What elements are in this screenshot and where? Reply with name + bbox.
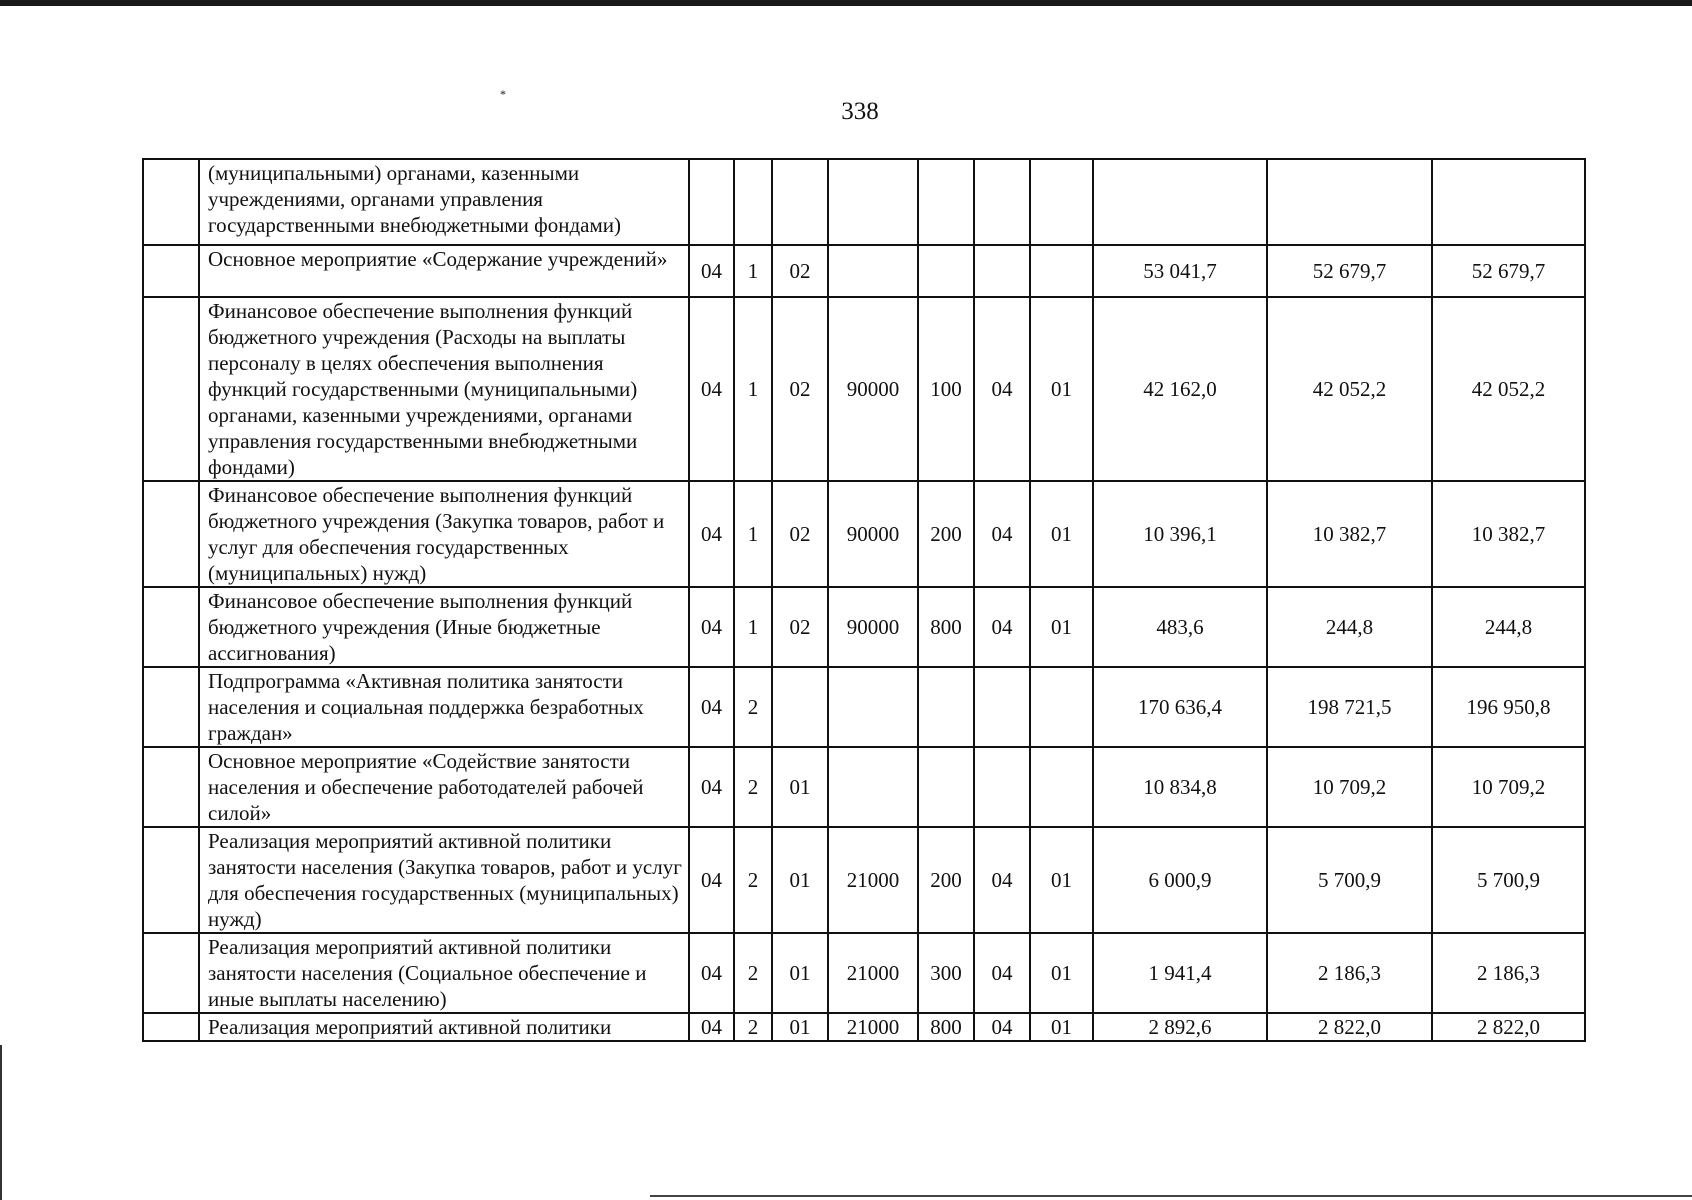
code-cell-c4 bbox=[828, 747, 918, 827]
amount-cell-v3: 2 186,3 bbox=[1432, 933, 1585, 1013]
index-cell bbox=[143, 667, 199, 747]
code-cell-c3: 01 bbox=[772, 827, 828, 933]
code-cell-c3: 02 bbox=[772, 587, 828, 667]
code-cell-c2 bbox=[734, 159, 772, 245]
code-cell-c7 bbox=[1030, 667, 1093, 747]
amount-cell-v3: 10 382,7 bbox=[1432, 481, 1585, 587]
code-cell-c4: 21000 bbox=[828, 1013, 918, 1041]
amount-cell-v3: 10 709,2 bbox=[1432, 747, 1585, 827]
code-cell-c1: 04 bbox=[689, 827, 734, 933]
amount-cell-v3: 2 822,0 bbox=[1432, 1013, 1585, 1041]
code-cell-c6: 04 bbox=[974, 933, 1030, 1013]
table-row bbox=[143, 297, 1585, 481]
code-cell-c4 bbox=[828, 245, 918, 297]
index-cell bbox=[143, 297, 199, 481]
code-cell-c5: 200 bbox=[918, 827, 974, 933]
item-name-cell: Финансовое обеспечение выполнения функций бюджетного учреждения (Расходы на выплаты персоналу в целях обеспечения выполнения функций государственными (муниципальными) органами, казенными учреждениями, органами управления государственными внебюджетными фондами) bbox=[199, 297, 689, 481]
table-row bbox=[143, 827, 1585, 933]
amount-cell-v2: 10 382,7 bbox=[1267, 481, 1432, 587]
code-cell-c7 bbox=[1030, 159, 1093, 245]
code-cell-c7: 01 bbox=[1030, 827, 1093, 933]
index-cell bbox=[143, 827, 199, 933]
code-cell-c1: 04 bbox=[689, 1013, 734, 1041]
code-cell-c3: 01 bbox=[772, 1013, 828, 1041]
amount-cell-v2: 198 721,5 bbox=[1267, 667, 1432, 747]
amount-cell-v3: 42 052,2 bbox=[1432, 297, 1585, 481]
code-cell-c4: 90000 bbox=[828, 481, 918, 587]
code-cell-c3: 02 bbox=[772, 245, 828, 297]
code-cell-c4 bbox=[828, 667, 918, 747]
code-cell-c7: 01 bbox=[1030, 933, 1093, 1013]
code-cell-c5: 200 bbox=[918, 481, 974, 587]
scan-mark: * bbox=[500, 87, 506, 101]
item-name-cell: Финансовое обеспечение выполнения функций бюджетного учреждения (Закупка товаров, работ и услуг для обеспечения государственных (муниципальных) нужд) bbox=[199, 481, 689, 587]
table-row bbox=[143, 159, 1585, 245]
code-cell-c4: 90000 bbox=[828, 587, 918, 667]
code-cell-c4: 90000 bbox=[828, 297, 918, 481]
code-cell-c7: 01 bbox=[1030, 1013, 1093, 1041]
amount-cell-v1: 170 636,4 bbox=[1093, 667, 1267, 747]
code-cell-c7 bbox=[1030, 747, 1093, 827]
amount-cell-v1: 1 941,4 bbox=[1093, 933, 1267, 1013]
page-number: 338 bbox=[841, 98, 879, 125]
code-cell-c3: 01 bbox=[772, 747, 828, 827]
index-cell bbox=[143, 159, 199, 245]
code-cell-c6 bbox=[974, 245, 1030, 297]
amount-cell-v3: 52 679,7 bbox=[1432, 245, 1585, 297]
item-name-cell: Финансовое обеспечение выполнения функций бюджетного учреждения (Иные бюджетные ассигнования) bbox=[199, 587, 689, 667]
code-cell-c1: 04 bbox=[689, 747, 734, 827]
index-cell bbox=[143, 933, 199, 1013]
code-cell-c2: 2 bbox=[734, 827, 772, 933]
amount-cell-v1: 2 892,6 bbox=[1093, 1013, 1267, 1041]
code-cell-c6: 04 bbox=[974, 827, 1030, 933]
code-cell-c5: 100 bbox=[918, 297, 974, 481]
code-cell-c1: 04 bbox=[689, 481, 734, 587]
item-name-cell: Подпрограмма «Активная политика занятости населения и социальная поддержка безработных граждан» bbox=[199, 667, 689, 747]
code-cell-c3: 01 bbox=[772, 933, 828, 1013]
amount-cell-v1: 10 396,1 bbox=[1093, 481, 1267, 587]
code-cell-c7: 01 bbox=[1030, 297, 1093, 481]
amount-cell-v1: 6 000,9 bbox=[1093, 827, 1267, 933]
amount-cell-v2: 10 709,2 bbox=[1267, 747, 1432, 827]
code-cell-c5 bbox=[918, 245, 974, 297]
code-cell-c2: 2 bbox=[734, 933, 772, 1013]
amount-cell-v2: 5 700,9 bbox=[1267, 827, 1432, 933]
code-cell-c4: 21000 bbox=[828, 933, 918, 1013]
amount-cell-v3: 5 700,9 bbox=[1432, 827, 1585, 933]
code-cell-c7: 01 bbox=[1030, 481, 1093, 587]
code-cell-c4: 21000 bbox=[828, 827, 918, 933]
amount-cell-v2: 52 679,7 bbox=[1267, 245, 1432, 297]
item-name-cell: Основное мероприятие «Содействие занятости населения и обеспечение работодателей рабочей силой» bbox=[199, 747, 689, 827]
code-cell-c2: 1 bbox=[734, 587, 772, 667]
amount-cell-v1 bbox=[1093, 159, 1267, 245]
amount-cell-v1: 483,6 bbox=[1093, 587, 1267, 667]
amount-cell-v3: 244,8 bbox=[1432, 587, 1585, 667]
code-cell-c5 bbox=[918, 159, 974, 245]
amount-cell-v1: 10 834,8 bbox=[1093, 747, 1267, 827]
code-cell-c6 bbox=[974, 667, 1030, 747]
code-cell-c2: 2 bbox=[734, 1013, 772, 1041]
code-cell-c6 bbox=[974, 159, 1030, 245]
code-cell-c1: 04 bbox=[689, 667, 734, 747]
table-row bbox=[143, 481, 1585, 587]
code-cell-c5: 300 bbox=[918, 933, 974, 1013]
scan-bottom-edge bbox=[650, 1195, 1692, 1197]
code-cell-c5: 800 bbox=[918, 587, 974, 667]
code-cell-c2: 1 bbox=[734, 297, 772, 481]
table-row bbox=[143, 1013, 1585, 1041]
code-cell-c1: 04 bbox=[689, 587, 734, 667]
item-name-cell: Реализация мероприятий активной политики bbox=[199, 1013, 689, 1041]
code-cell-c1: 04 bbox=[689, 245, 734, 297]
code-cell-c7: 01 bbox=[1030, 587, 1093, 667]
code-cell-c5 bbox=[918, 747, 974, 827]
table-row bbox=[143, 667, 1585, 747]
code-cell-c2: 1 bbox=[734, 245, 772, 297]
code-cell-c4 bbox=[828, 159, 918, 245]
code-cell-c3: 02 bbox=[772, 481, 828, 587]
code-cell-c7 bbox=[1030, 245, 1093, 297]
code-cell-c5: 800 bbox=[918, 1013, 974, 1041]
index-cell bbox=[143, 245, 199, 297]
amount-cell-v2: 42 052,2 bbox=[1267, 297, 1432, 481]
budget-table bbox=[142, 158, 1586, 1042]
code-cell-c6: 04 bbox=[974, 1013, 1030, 1041]
item-name-cell: Реализация мероприятий активной политики занятости населения (Социальное обеспечение и иные выплаты населению) bbox=[199, 933, 689, 1013]
item-name-cell: Реализация мероприятий активной политики занятости населения (Закупка товаров, работ и услуг для обеспечения государственных (муниципальных) нужд) bbox=[199, 827, 689, 933]
code-cell-c3 bbox=[772, 667, 828, 747]
code-cell-c1: 04 bbox=[689, 933, 734, 1013]
table-row bbox=[143, 587, 1585, 667]
code-cell-c6: 04 bbox=[974, 481, 1030, 587]
amount-cell-v1: 42 162,0 bbox=[1093, 297, 1267, 481]
table-row bbox=[143, 245, 1585, 297]
code-cell-c5 bbox=[918, 667, 974, 747]
code-cell-c1: 04 bbox=[689, 297, 734, 481]
item-name-cell: Основное мероприятие «Содержание учреждений» bbox=[199, 245, 689, 297]
index-cell bbox=[143, 747, 199, 827]
code-cell-c6 bbox=[974, 747, 1030, 827]
code-cell-c2: 2 bbox=[734, 667, 772, 747]
table-row bbox=[143, 933, 1585, 1013]
code-cell-c1 bbox=[689, 159, 734, 245]
scan-left-edge bbox=[0, 1045, 2, 1200]
amount-cell-v3 bbox=[1432, 159, 1585, 245]
code-cell-c6: 04 bbox=[974, 587, 1030, 667]
code-cell-c2: 2 bbox=[734, 747, 772, 827]
table-row bbox=[143, 747, 1585, 827]
code-cell-c6: 04 bbox=[974, 297, 1030, 481]
item-name-cell: (муниципальными) органами, казенными учреждениями, органами управления государственными внебюджетными фондами) bbox=[199, 159, 689, 245]
index-cell bbox=[143, 1013, 199, 1041]
scan-top-edge bbox=[0, 0, 1692, 6]
amount-cell-v2: 244,8 bbox=[1267, 587, 1432, 667]
amount-cell-v2 bbox=[1267, 159, 1432, 245]
amount-cell-v2: 2 186,3 bbox=[1267, 933, 1432, 1013]
code-cell-c3: 02 bbox=[772, 297, 828, 481]
code-cell-c2: 1 bbox=[734, 481, 772, 587]
amount-cell-v1: 53 041,7 bbox=[1093, 245, 1267, 297]
table-body bbox=[143, 159, 1585, 1041]
index-cell bbox=[143, 587, 199, 667]
amount-cell-v2: 2 822,0 bbox=[1267, 1013, 1432, 1041]
amount-cell-v3: 196 950,8 bbox=[1432, 667, 1585, 747]
index-cell bbox=[143, 481, 199, 587]
code-cell-c3 bbox=[772, 159, 828, 245]
